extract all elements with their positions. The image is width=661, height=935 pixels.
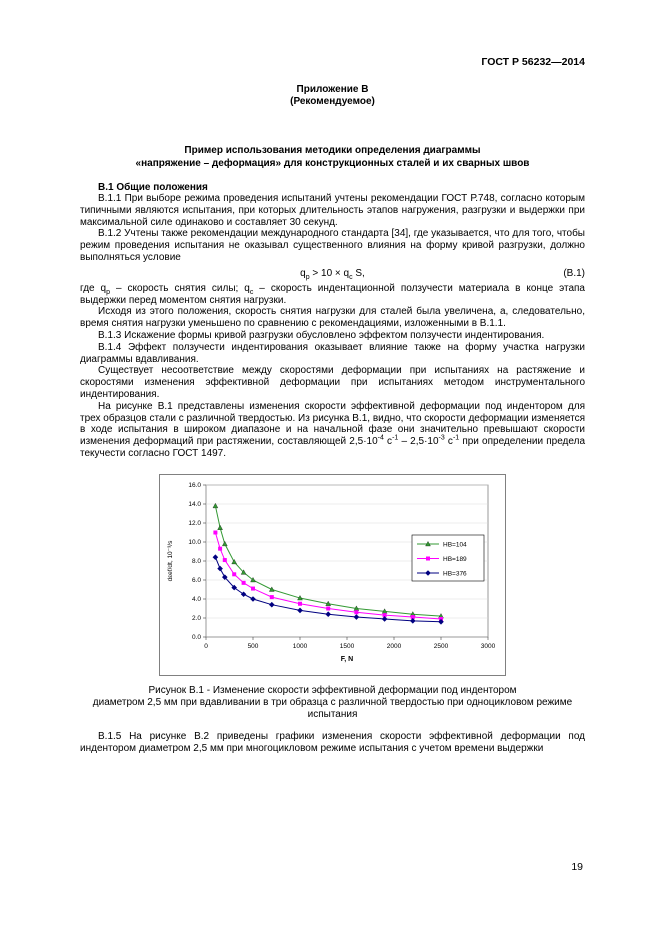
formula-b1: $q_р > 10 \times q_с$ S, xyxy=(300,267,365,281)
figure-caption-line-1: Рисунок В.1 - Изменение скорости эффективной деформации под индентором xyxy=(148,684,517,696)
paragraph-b14: В.1.4 Эффект ползучести индентирования оказывает влияние также на форму участка нагрузки диаграммы вдавливания. xyxy=(80,341,585,365)
svg-text:HB=376: HB=376 xyxy=(443,570,467,578)
paragraph-b15: В.1.5 На рисунке В.2 приведены графики изменения скорости эффективной деформации под индентором диаметром 2,5 мм при многоцикловом режиме испытания с учетом времени выдержки xyxy=(80,730,585,754)
svg-text:10.0: 10.0 xyxy=(188,538,201,546)
svg-text:3000: 3000 xyxy=(480,642,496,650)
appendix-note: (Рекомендуемое) xyxy=(290,96,375,107)
svg-text:500: 500 xyxy=(247,642,259,650)
svg-text:12.0: 12.0 xyxy=(188,519,201,527)
svg-text:1000: 1000 xyxy=(292,642,308,650)
paragraph-figure-intro: На рисунке В.1 представлены изменения скорости эффективной деформации под индентором для трех образцов стали с различной твердостью. Из рисунка В.1, видно, что скорости деформации изменяется в ходе испытания в широком диапазоне и на начальной фазе они значительно превышают скорости изменения деформаций при растяжении, составляющей $2,5\cdot 10^{-4}$ $с^{-1} - 2,5\cdot 10^{-3}$ $с^{-1}$ при определении предела текучести согласно ГОСТ 1497. xyxy=(80,400,586,459)
svg-text:6.0: 6.0 xyxy=(191,576,201,584)
doc-number: ГОСТ Р 56232—2014 xyxy=(481,56,585,68)
title-line-1: Пример использования методики определения диаграммы xyxy=(184,145,481,156)
svg-text:2500: 2500 xyxy=(433,642,449,650)
svg-text:0: 0 xyxy=(204,642,208,650)
figure-b1 xyxy=(80,474,585,676)
svg-text:0.0: 0.0 xyxy=(191,633,201,641)
svg-text:2000: 2000 xyxy=(386,642,402,650)
svg-text:8.0: 8.0 xyxy=(191,557,201,565)
svg-text:14.0: 14.0 xyxy=(188,500,201,508)
svg-text:HB=104: HB=104 xyxy=(443,541,467,549)
title-line-2: «напряжение – деформация» для конструкционных сталей и их сварных швов xyxy=(135,158,530,169)
appendix-title: Приложение В xyxy=(296,84,369,95)
paragraph-b12: В.1.2 Учтены также рекомендации международного стандарта [34], где указывается, что для того, чтобы режим проведения испытания не оказывал существенного влияния на форму кривой разгрузки, должно выполняться условие xyxy=(80,228,585,263)
appendix-block xyxy=(80,84,585,108)
formula-row xyxy=(80,268,585,280)
paragraph-iskhodya: Исходя из этого положения, скорость снятия нагрузки для сталей была увеличена, а, следовательно, время снятия нагрузки уменьшено по сравнению с рекомендациями, изложенными в В.1.1. xyxy=(80,306,585,330)
paragraph-b11: В.1.1 При выборе режима проведения испытаний учтены рекомендации ГОСТ Р.748, согласно которым типичными являются испытания, при которых длительность этапов нагружения, разгрузки и выдержки при максимальной силе одинаково и составляет 30 секунд. xyxy=(80,193,585,228)
section-heading: В.1 Общие положения xyxy=(98,182,208,193)
figure-caption-line-2: диаметром 2,5 мм при вдавливании в три образца с различной твердостью при одноцикловом режиме испытания xyxy=(92,696,573,720)
svg-text:HB=189: HB=189 xyxy=(443,555,467,563)
svg-text:2.0: 2.0 xyxy=(191,614,201,622)
svg-text:F, N: F, N xyxy=(340,655,354,663)
paragraph-b13: В.1.3 Искажение формы кривой разгрузки обусловлено эффектом ползучести индентирования. xyxy=(98,329,545,341)
page-number: 19 xyxy=(571,861,583,873)
figure-chart-svg xyxy=(159,474,506,676)
formula-number: (В.1) xyxy=(563,267,585,279)
svg-text:dεef/dt, 10⁻³/s: dεef/dt, 10⁻³/s xyxy=(167,540,174,582)
paragraph-where: где $q_р$ – скорость снятия силы; $q_с$ – скорость индентационной ползучести материала в конце этапа выдержки перед моментом снятия нагрузки. xyxy=(80,282,585,306)
document-title xyxy=(80,144,585,170)
paragraph-mismatch: Существует несоответствие между скоростями деформации при испытаниях на растяжение и скоростями изменения эффективной деформации при испытаниях методом инструментального индентирования. xyxy=(80,365,585,400)
svg-text:4.0: 4.0 xyxy=(191,595,201,603)
figure-caption xyxy=(80,685,585,721)
svg-text:16.0: 16.0 xyxy=(188,481,201,489)
svg-text:1500: 1500 xyxy=(339,642,355,650)
